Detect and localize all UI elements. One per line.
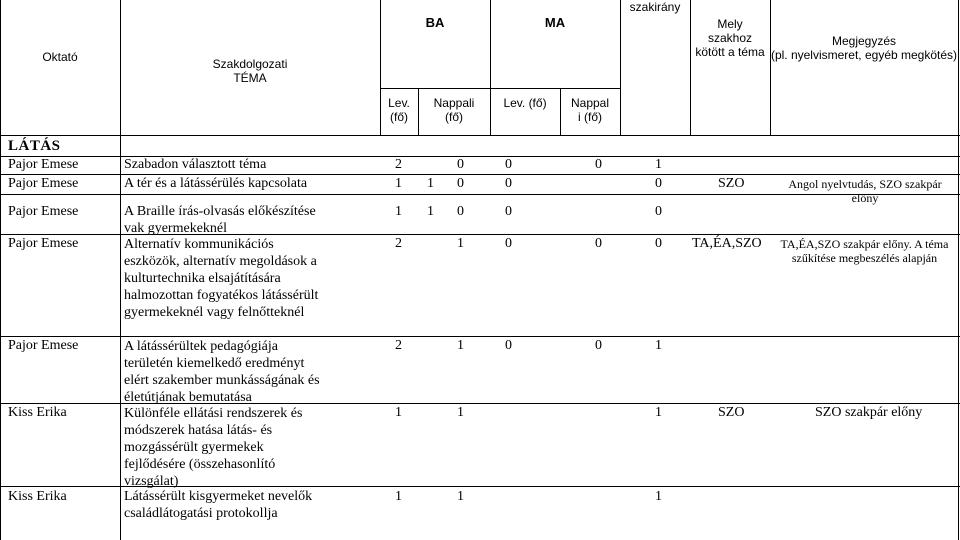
- grid-line: [380, 88, 620, 89]
- num-cell: 0: [655, 204, 662, 219]
- header-tema: TÉMA: [233, 71, 267, 85]
- num-cell: 0: [505, 338, 512, 353]
- num-cell: 1: [457, 489, 464, 504]
- tema-cell: A Braille írás-olvasás előkészítése vak gyermekeknél: [124, 204, 316, 236]
- grid-line: [0, 135, 960, 136]
- num-cell: 0: [655, 236, 662, 251]
- tema-cell: A tér és a látássérülés kapcsolata: [124, 176, 308, 191]
- num-cell: 0: [505, 157, 512, 172]
- szakirany-cell: TA,ÉA,SZO: [692, 236, 762, 251]
- num-cell: 2: [395, 338, 402, 353]
- num-cell: 2: [395, 236, 402, 251]
- grid-line: [958, 0, 959, 540]
- tema-cell: Különféle ellátási rendszerek és módszerek hatása látás- és mozgássérült gyermekek fejlődésére (összehasonlító vizsgálat): [124, 406, 303, 489]
- grid-line: [0, 0, 1, 540]
- tema-cell: Szabadon választott téma: [124, 157, 267, 172]
- szakirany-cell: SZO: [718, 405, 745, 420]
- num-cell: 0: [505, 236, 512, 251]
- header-i-fo: i (fő): [578, 110, 602, 124]
- num-cell: 0: [655, 176, 662, 191]
- grid-line: [770, 0, 771, 135]
- grid-line: [0, 336, 960, 337]
- tema-cell: A látássérültek pedagógiája területén kiemelkedő eredményt elért szakember munkásságának és életútjának bemutatása: [124, 339, 320, 405]
- num-cell: 1: [655, 489, 662, 504]
- num-cell: 0: [595, 157, 602, 172]
- header-nappali: Nappali: [433, 96, 475, 110]
- oktato-cell: Pajor Emese: [8, 157, 79, 172]
- num-cell: 1: [655, 405, 662, 420]
- oktato-cell: Pajor Emese: [8, 176, 79, 191]
- header-ba: BA: [425, 15, 445, 30]
- megjegyzes-cell: TA,ÉA,SZO szakpár előny. A téma szűkítése megbeszélés alapján: [780, 237, 949, 265]
- num-cell: 0: [457, 176, 464, 191]
- oktato-cell: Pajor Emese: [8, 204, 79, 219]
- oktato-cell: Pajor Emese: [8, 338, 79, 353]
- num-cell: 1: [457, 405, 464, 420]
- num-cell: 1: [395, 489, 402, 504]
- grid-line: [0, 174, 960, 175]
- num-cell: 0: [505, 204, 512, 219]
- header-fo: (fő): [445, 110, 463, 124]
- szakirany-cell: SZO: [718, 176, 745, 191]
- section-title: LÁTÁS: [8, 138, 61, 154]
- header-lev: Lev.: [388, 96, 410, 110]
- tema-cell: Alternatív kommunikációs eszközök, alternatív megoldások a kulturtechnika elsajátítására halmozottan fogyatékos látássérült gyermekeknél vagy felnőtteknél: [124, 237, 319, 320]
- num-cell: 1: [395, 176, 402, 191]
- oktato-cell: Kiss Erika: [8, 405, 67, 420]
- header-szakdolgozati: Szakdolgozati: [212, 57, 288, 71]
- num-cell: 1: [395, 405, 402, 420]
- megjegyzes-cell: SZO szakpár előny: [815, 405, 923, 420]
- header-szakhoz: szakhoz: [707, 31, 753, 45]
- oktato-cell: Pajor Emese: [8, 236, 79, 251]
- num-cell: 1: [395, 204, 402, 219]
- header-lev-fo: Lev. (fő): [503, 96, 547, 110]
- num-cell: 1: [427, 204, 434, 219]
- num-cell: 0: [505, 176, 512, 191]
- header-megjegyzes-sub: (pl. nyelvismeret, egyéb megkötés): [770, 48, 958, 62]
- num-cell: 0: [457, 157, 464, 172]
- num-cell: 1: [655, 157, 662, 172]
- num-cell: 0: [595, 338, 602, 353]
- num-cell: 0: [595, 236, 602, 251]
- num-cell: 1: [457, 236, 464, 251]
- megjegyzes-cell: Angol nyelvtudás, SZO szakpár előny: [788, 177, 942, 205]
- grid-line: [620, 0, 621, 135]
- num-cell: 0: [457, 204, 464, 219]
- header-fo: (fő): [390, 110, 408, 124]
- header-mely: Mely: [717, 17, 743, 31]
- num-cell: 2: [395, 157, 402, 172]
- header-megjegyzes: Megjegyzés: [831, 34, 897, 48]
- num-cell: 1: [427, 176, 434, 191]
- header-ma: MA: [544, 15, 566, 30]
- tema-cell: Látássérült kisgyermeket nevelők családlátogatási protokollja: [124, 489, 313, 521]
- oktato-cell: Kiss Erika: [8, 489, 67, 504]
- header-oktato: Oktató: [42, 50, 78, 64]
- header-kotott: kötött a téma: [695, 45, 765, 59]
- header-szakirany: szakirány: [629, 0, 681, 14]
- num-cell: 1: [457, 338, 464, 353]
- header-nappal: Nappal: [570, 96, 610, 110]
- num-cell: 1: [655, 338, 662, 353]
